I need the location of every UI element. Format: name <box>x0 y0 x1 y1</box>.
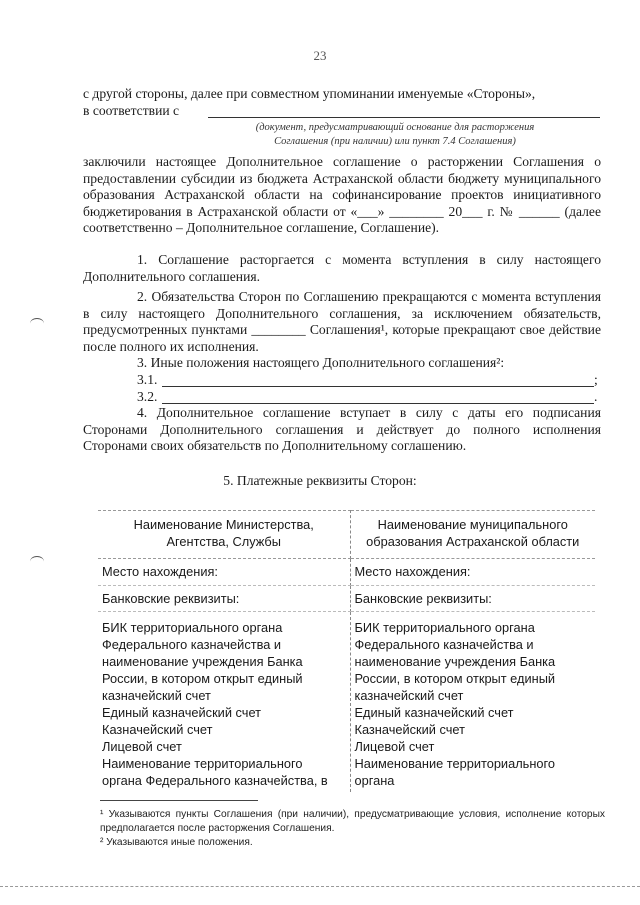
page-edge-line <box>0 886 640 887</box>
binding-mark <box>30 318 44 329</box>
item-3-2-label: 3.2. <box>137 389 158 404</box>
right-party-header: Наименование муниципального образования Астраханской области <box>350 511 595 559</box>
main-paragraph: заключили настоящее Дополнительное соглашение о расторжении Соглашения о предоставлении субсидии из бюджета Астраханской области бюджету муниципального образования Астраханской области на софинансирование проектов инициативного бюджетирования в Астраханской области от «___» ________ 20___ г. № ______ (далее соответственно – Дополнительное соглашение, Соглашение). <box>83 154 601 236</box>
left-bik: БИК территориального органа Федерального казначейства и наименование учреждения Банка России, в котором открыт единый казначейский счет <box>102 620 303 704</box>
table-row <box>98 612 595 793</box>
left-party-header: Наименование Министерства, Агентства, Службы <box>98 511 350 559</box>
blank-line-document <box>208 117 600 118</box>
left-bank-details: Банковские реквизиты: <box>98 585 350 612</box>
left-single-account: Единый казначейский счет <box>102 705 261 721</box>
table-header-row <box>98 511 595 559</box>
table-row <box>98 559 595 586</box>
footnote-1: ¹ Указываются пункты Соглашения (при наличии), предусматривающие условия, исполнение которых предполагается после расторжения Соглашения. <box>100 809 605 834</box>
item-3-1-end: ; <box>594 372 598 387</box>
item-4: 4. Дополнительное соглашение вступает в силу с даты его подписания Сторонами Дополнительного соглашения и действует до полного исполнения Сторонами своих обязательств по Дополнительному соглашению. <box>83 405 601 454</box>
footnote-divider <box>100 800 258 801</box>
item-3-1-blank <box>162 386 594 387</box>
binding-mark <box>30 556 44 567</box>
table-row <box>98 585 595 612</box>
right-treasury-body: Наименование территориального органа <box>354 756 556 789</box>
note-line-1: (документ, предусматривающий основание для расторжения <box>255 122 535 133</box>
left-treasury-account: Казначейский счет <box>102 722 213 738</box>
note-line-2: Соглашения (при наличии) или пункт 7.4 Соглашения) <box>274 136 516 147</box>
intro-line-2: в соответствии с <box>83 103 180 118</box>
item-3-2-end: . <box>594 389 598 404</box>
right-bik: БИК территориального органа Федерального казначейства и наименование учреждения Банка России, в котором открыт единый казначейский счет <box>354 620 556 704</box>
right-treasury-account: Казначейский счет <box>354 722 465 738</box>
right-details-list <box>350 612 595 793</box>
item-3: 3. Иные положения настоящего Дополнительного соглашения²: <box>137 355 505 370</box>
item-3-2-blank <box>162 403 594 404</box>
item-3-1-label: 3.1. <box>137 372 158 387</box>
payment-details-table <box>98 510 595 792</box>
item-2: 2. Обязательства Сторон по Соглашению прекращаются с момента вступления в силу настоящего Дополнительного соглашения, за исключением обязательств, предусмотренных пунктами ________ Соглашения¹, которые прекращают свое действие после полного их исполнения. <box>83 289 601 354</box>
intro-line-1: с другой стороны, далее при совместном упоминании именуемые «Стороны», <box>83 86 536 101</box>
left-details-list <box>98 612 350 793</box>
page-number: 23 <box>313 48 327 63</box>
left-location: Место нахождения: <box>98 559 350 586</box>
right-location: Место нахождения: <box>350 559 595 586</box>
right-personal-account: Лицевой счет <box>354 739 435 755</box>
footnote-2: ² Указываются иные положения. <box>100 837 253 848</box>
section-5-title: 5. Платежные реквизиты Сторон: <box>223 473 417 488</box>
left-personal-account: Лицевой счет <box>102 739 182 755</box>
right-single-account: Единый казначейский счет <box>354 705 514 721</box>
left-treasury-body: Наименование территориального органа Федерального казначейства, в <box>102 756 328 789</box>
right-bank-details: Банковские реквизиты: <box>350 585 595 612</box>
item-1: 1. Соглашение расторгается с момента вступления в силу настоящего Дополнительного соглашения. <box>83 252 601 284</box>
